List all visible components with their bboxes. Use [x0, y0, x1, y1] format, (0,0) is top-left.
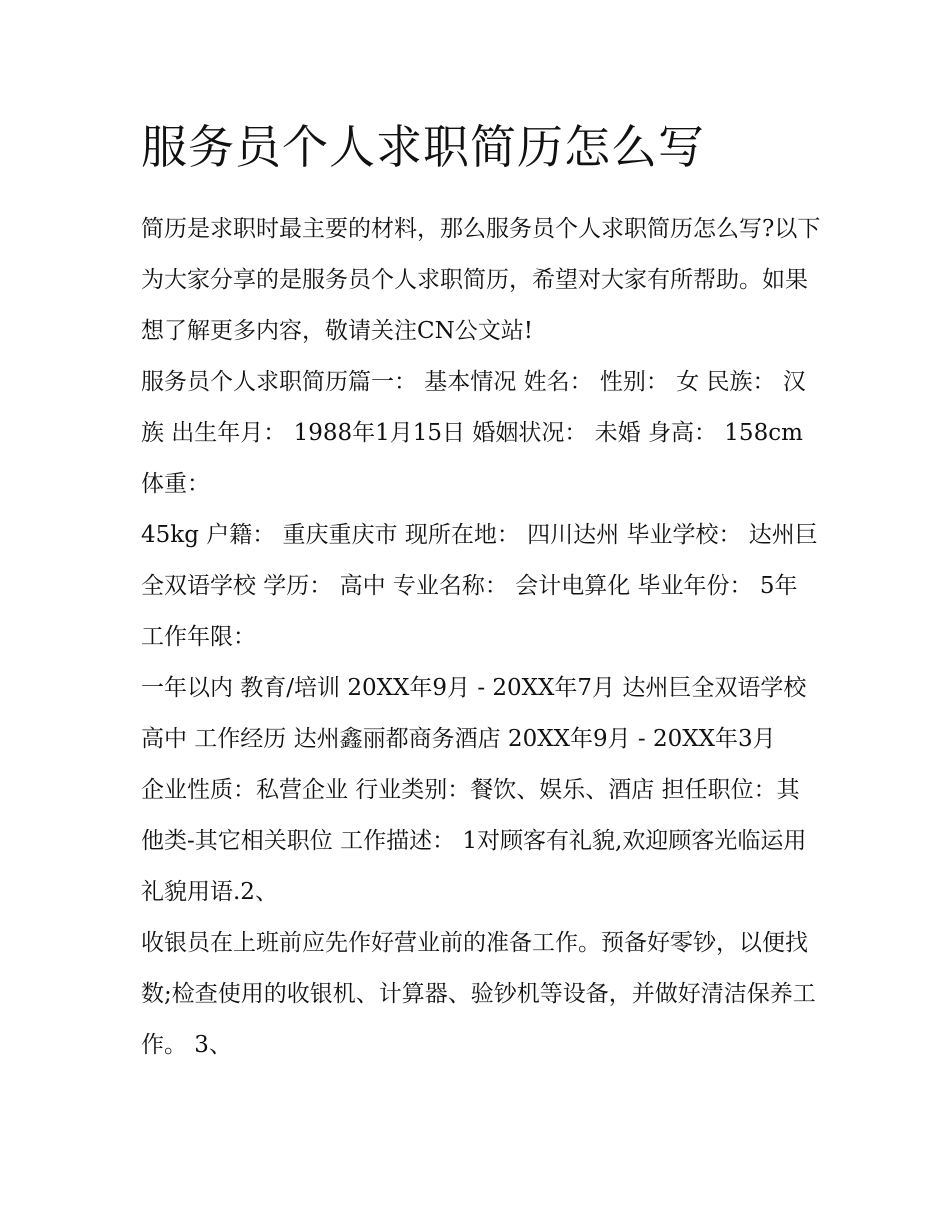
paragraph-cashier-duties: 收银员在上班前应先作好营业前的准备工作。预备好零钞，以便找数;检查使用的收银机、计算器、验钞机等设备，并做好清洁保养工作。 3、 [141, 930, 816, 1058]
paragraph-education-experience: 一年以内 教育/培训 20XX年9月 - 20XX年7月 达州巨全双语学校高中 工作经历 达州鑫丽都商务酒店 20XX年9月 - 20XX年3月 [141, 675, 807, 752]
paragraph-intro: 简历是求职时最主要的材料，那么服务员个人求职简历怎么写?以下为大家分享的是服务员个人求职简历，希望对大家有所帮助。如果想了解更多内容，敬请关注CN公文站! [141, 216, 821, 344]
paragraph-basic-info: 服务员个人求职简历篇一： 基本情况 姓名： 性别： 女 民族： 汉族 出生年月： 1988年1月15日 婚姻状况： 未婚 身高： 158cm 体重： [141, 369, 806, 497]
document-page [141, 112, 821, 1071]
paragraph-household-education: 45kg 户籍： 重庆重庆市 现所在地： 四川达州 毕业学校： 达州巨全双语学校 学历： 高中 专业名称： 会计电算化 毕业年份： 5年 工作年限： [141, 522, 818, 650]
document-title: 服务员个人求职简历怎么写 [141, 120, 705, 174]
paragraph-company-duties: 企业性质：私营企业 行业类别：餐饮、娱乐、酒店 担任职位：其他类-其它相关职位 工作描述： 1对顾客有礼貌,欢迎顾客光临运用礼貌用语.2、 [141, 777, 807, 905]
